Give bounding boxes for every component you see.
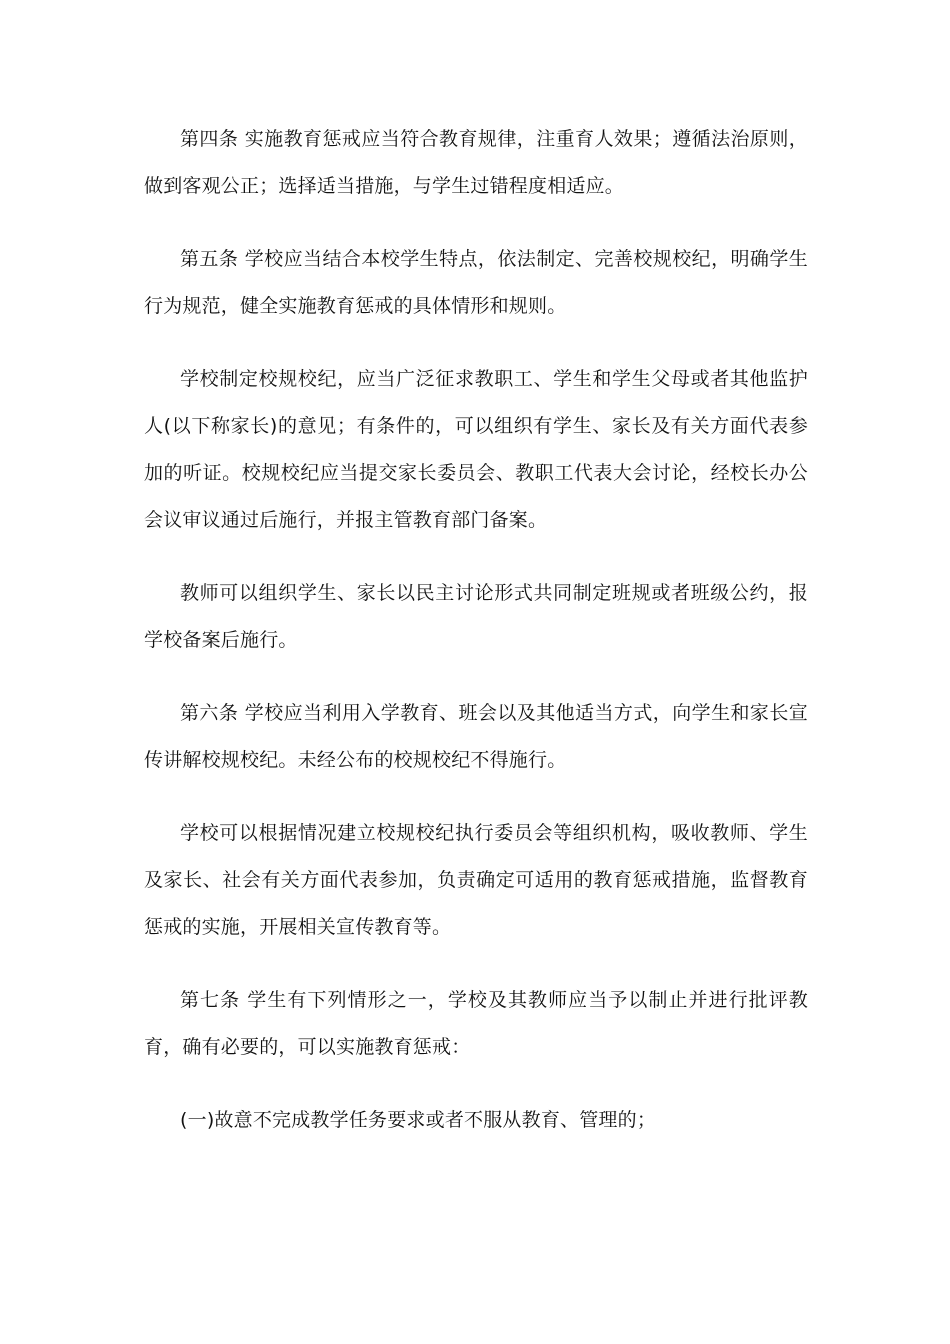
article-6-paragraph: 第六条 学校应当利用入学教育、班会以及其他适当方式，向学生和家长宣传讲解校规校纪。未经公布的校规校纪不得施行。	[144, 702, 808, 771]
school-rules-paragraph: 学校制定校规校纪，应当广泛征求教职工、学生和学生父母或者其他监护人(以下称家长)的意见；有条件的，可以组织有学生、家长及有关方面代表参加的听证。校规校纪应当提交家长委员会、教职工代表大会讨论，经校长办公会议审议通过后施行，并报主管教育部门备案。	[144, 368, 808, 531]
article-5-paragraph: 第五条 学校应当结合本校学生特点，依法制定、完善校规校纪，明确学生行为规范，健全实施教育惩戒的具体情形和规则。	[144, 248, 808, 317]
article-4-paragraph: 第四条 实施教育惩戒应当符合教育规律，注重育人效果；遵循法治原则，做到客观公正；选择适当措施，与学生过错程度相适应。	[144, 128, 808, 197]
committee-paragraph: 学校可以根据情况建立校规校纪执行委员会等组织机构，吸收教师、学生及家长、社会有关方面代表参加，负责确定可适用的教育惩戒措施，监督教育惩戒的实施，开展相关宣传教育等。	[144, 822, 808, 938]
document-body	[144, 116, 808, 1170]
article-7-paragraph: 第七条 学生有下列情形之一，学校及其教师应当予以制止并进行批评教育，确有必要的，可以实施教育惩戒：	[144, 989, 808, 1058]
class-rules-paragraph: 教师可以组织学生、家长以民主讨论形式共同制定班规或者班级公约，报学校备案后施行。	[144, 582, 808, 651]
list-item-1-paragraph: (一)故意不完成教学任务要求或者不服从教育、管理的；	[180, 1109, 657, 1131]
